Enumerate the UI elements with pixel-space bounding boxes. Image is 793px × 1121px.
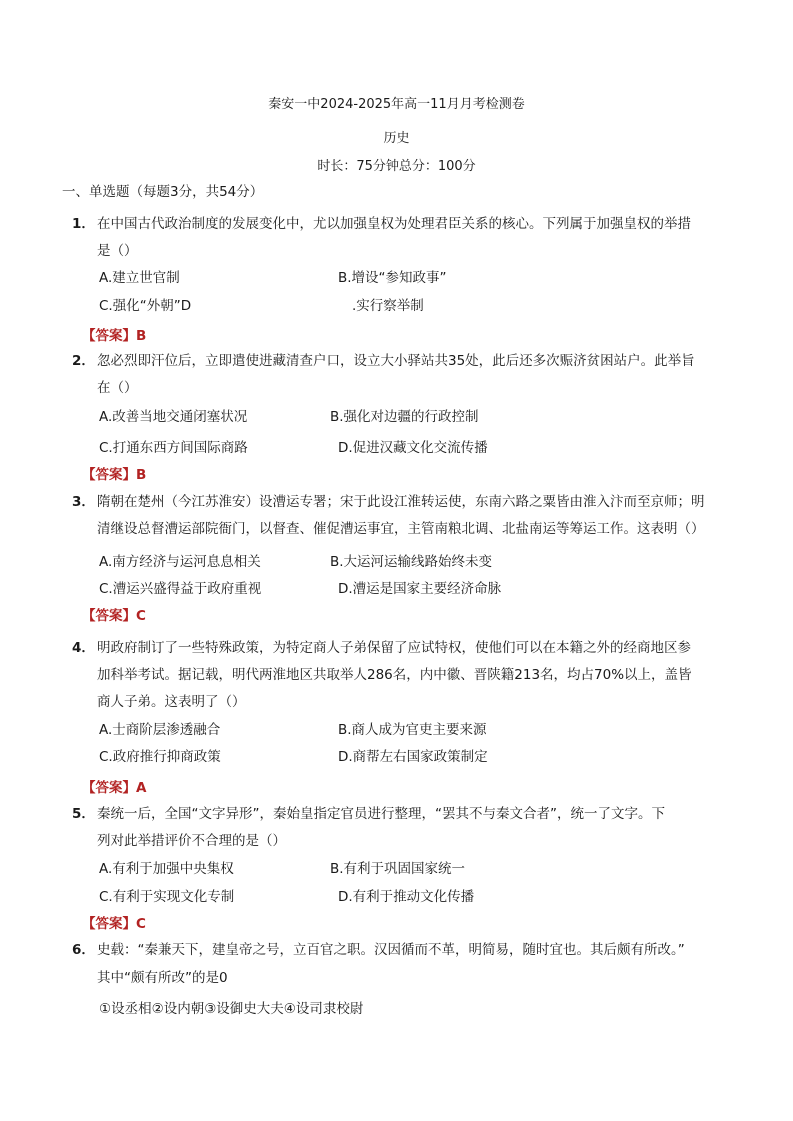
answer-label: 【答案】A (82, 780, 147, 796)
question-stem-line: 忽必烈即汗位后，立即遣使进藏清查户口，设立大小驿站共35处，此后还多次赈济贫困站户。此举旨 (97, 353, 695, 369)
question-stem-line: 是（） (97, 243, 138, 259)
exam-title: 秦安一中2024-2025年高一11月月考检测卷 (268, 97, 525, 112)
option-a: A.建立世官制 (99, 270, 180, 286)
question-stem-line: 加科举考试。据记载，明代两淮地区共取举人286名，内中徽、晋陕籍213名，均占70%以上，盖皆 (97, 667, 692, 683)
subject-title: 历史 (383, 131, 410, 146)
answer-label: 【答案】B (82, 467, 147, 483)
option-c: C.强化“外朝”D (99, 298, 192, 314)
question-stem-line: 商人子弟。这表明了（） (97, 694, 246, 710)
question-number: 2． (72, 353, 95, 369)
question-stem-line: 其中“颇有所改”的是0 (97, 970, 228, 986)
option-d: D.商帮左右国家政策制定 (338, 749, 488, 765)
option-d: D.有利于推动文化传播 (338, 889, 475, 905)
option-b: B.商人成为官吏主要来源 (338, 722, 487, 738)
question-number: 1． (72, 216, 95, 232)
option-d: D.漕运是国家主要经济命脉 (338, 581, 502, 597)
question-number: 6． (72, 942, 95, 958)
option-b: B.大运河运输线路始终未变 (330, 554, 493, 570)
question-stem-line: 在中国古代政治制度的发展变化中，尤以加强皇权为处理君臣关系的核心。下列属于加强皇权的举措 (97, 216, 691, 232)
option-b: B.有利于巩固国家统一 (330, 861, 466, 877)
question-stem-line: 清继设总督漕运部院衙门，以督查、催促漕运事宜，主管南粮北调、北盐南运等筹运工作。这表明（） (97, 521, 705, 537)
option-c: C.打通东西方间国际商路 (99, 440, 248, 456)
question-number: 5． (72, 806, 95, 822)
question-stem-line: 明政府制订了一些特殊政策，为特定商人子弟保留了应试特权，使他们可以在本籍之外的经商地区参 (97, 640, 691, 656)
exam-info: 时长：75分钟总分：100分 (317, 159, 476, 174)
option-a: A.南方经济与运河息息相关 (99, 554, 261, 570)
option-c: C.漕运兴盛得益于政府重视 (99, 581, 262, 597)
question-stem-line: 列对此举措评价不合理的是（） (97, 833, 286, 849)
option-a: A.有利于加强中央集权 (99, 861, 234, 877)
option-b: B.增设“参知政事” (338, 270, 447, 286)
question-stem-line: 秦统一后，全国“文字异形”，秦始皇指定官员进行整理，“罢其不与秦文合者”，统一了文字。下 (97, 806, 665, 822)
question-number: 3． (72, 494, 95, 510)
question-stem-line: 在（） (97, 380, 138, 396)
answer-label: 【答案】C (82, 608, 146, 624)
option-c: C.有利于实现文化专制 (99, 889, 235, 905)
option-c: C.政府推行抑商政策 (99, 749, 221, 765)
option-b: B.强化对边疆的行政控制 (330, 409, 479, 425)
answer-label: 【答案】C (82, 916, 146, 932)
option-d: .实行察举制 (352, 298, 424, 314)
choice-list: ①设丞相②设内朝③设御史大夫④设司隶校尉 (99, 1001, 364, 1017)
question-stem-line: 隋朝在楚州（今江苏淮安）设漕运专署；宋于此设江淮转运使，东南六路之粟皆由淮入汴而至京师；明 (97, 494, 705, 510)
section-heading: 一、单选题（每题3分，共54分） (62, 184, 264, 200)
question-number: 4． (72, 640, 95, 656)
option-a: A.士商阶层渗透融合 (99, 722, 221, 738)
option-d: D.促进汉藏文化交流传播 (338, 440, 488, 456)
answer-label: 【答案】B (82, 328, 147, 344)
option-a: A.改善当地交通闭塞状况 (99, 409, 248, 425)
question-stem-line: 史载：“秦兼天下，建皇帝之号，立百官之职。汉因循而不革，明简易，随时宜也。其后颇有所改。” (97, 942, 685, 958)
